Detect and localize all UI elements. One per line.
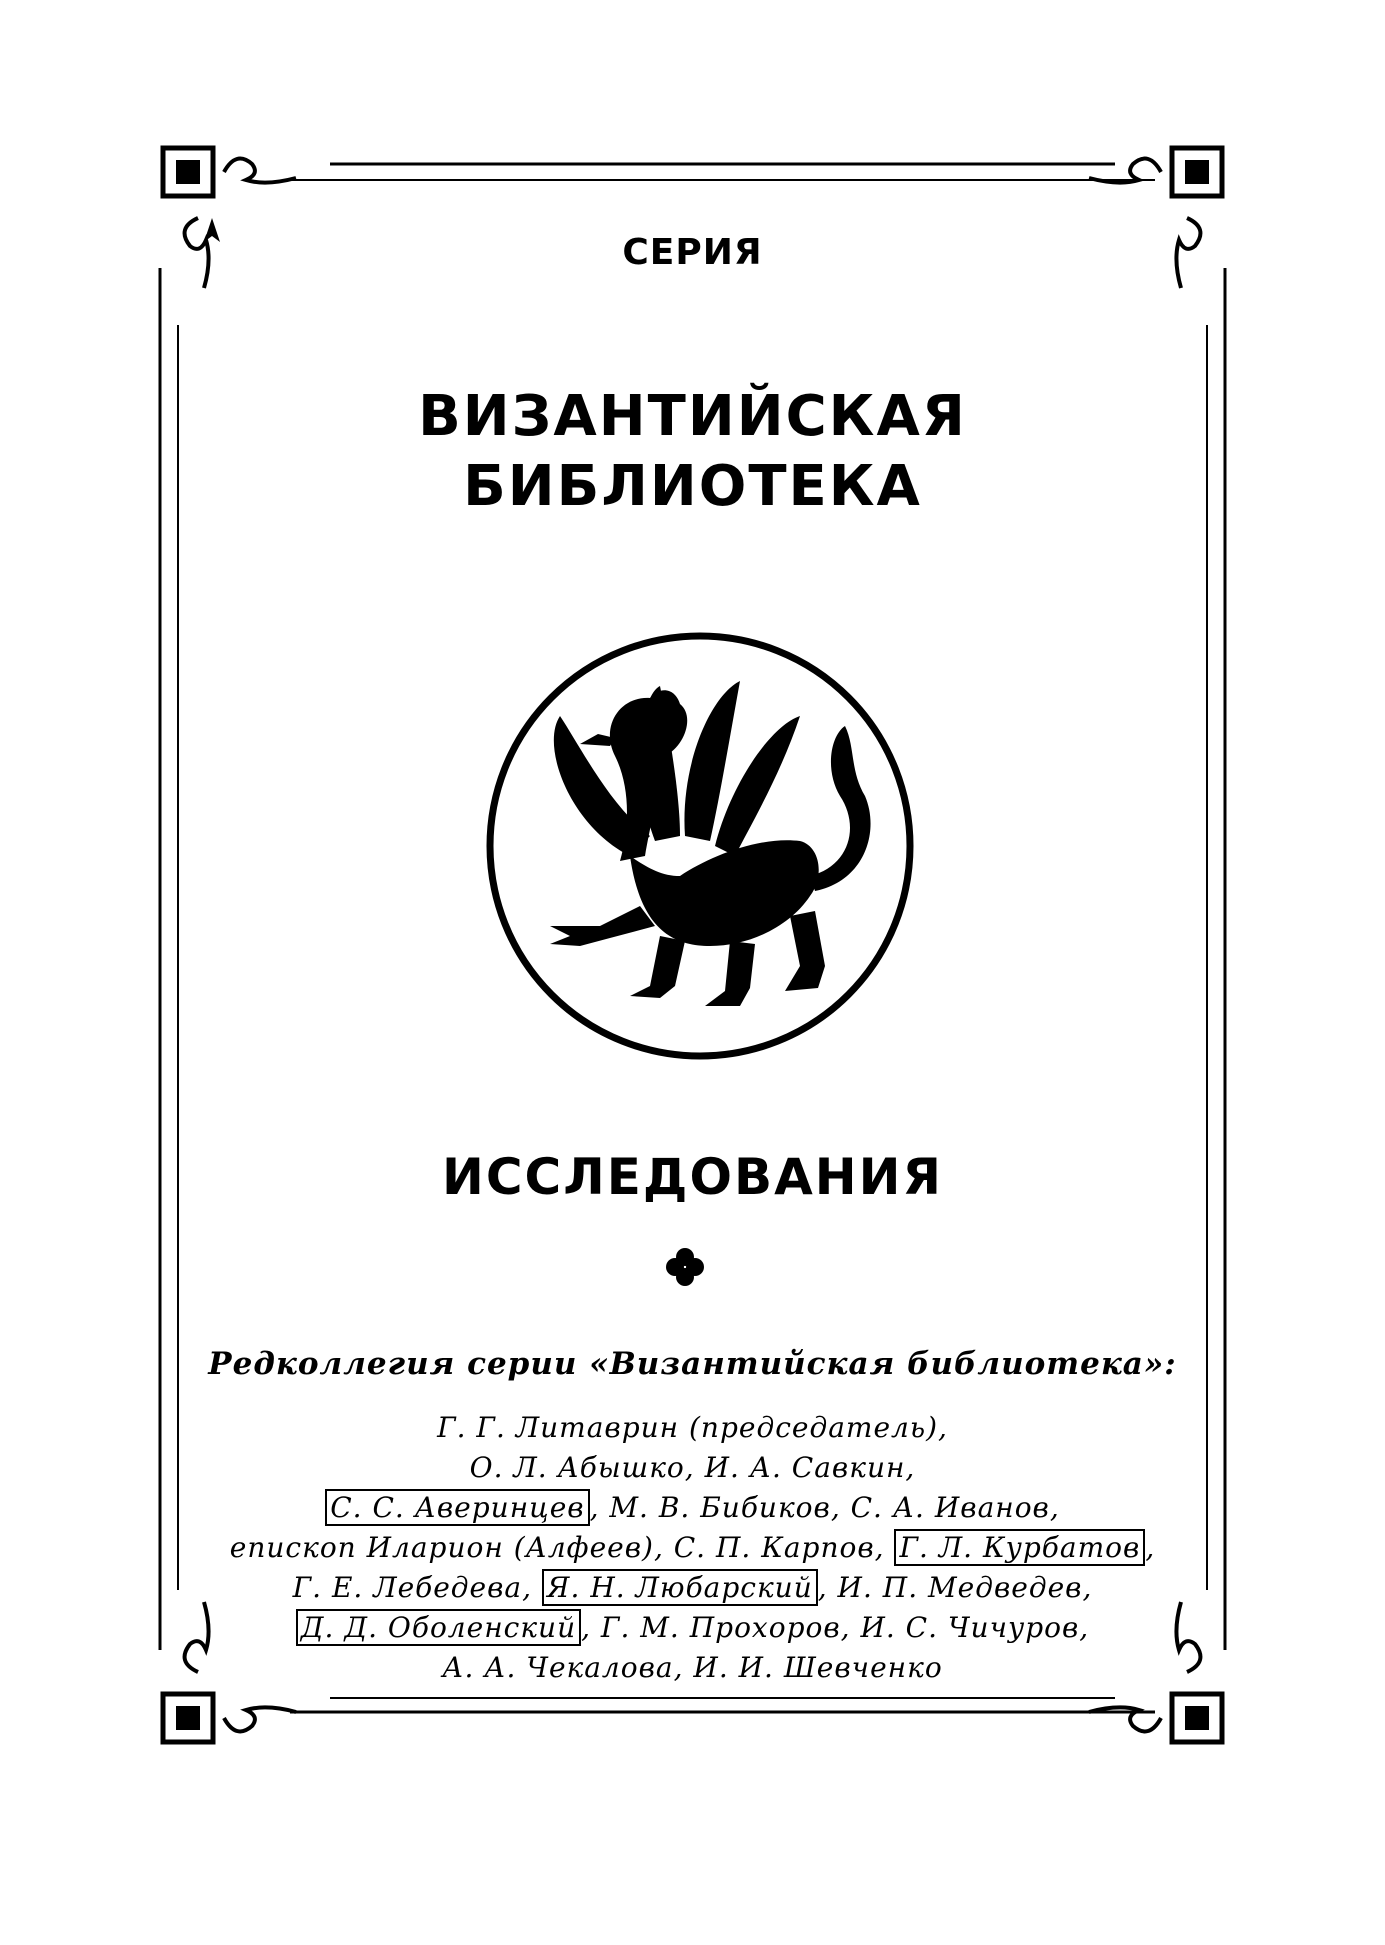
- editorial-line-7: [0, 1648, 1385, 1688]
- quatrefoil-ornament-icon: [665, 1247, 705, 1287]
- editorial-text: ,: [1145, 1531, 1156, 1564]
- deceased-member-name: Я. Н. Любарский: [542, 1569, 818, 1606]
- editorial-line-6: [0, 1608, 1385, 1648]
- editorial-line-5: [0, 1568, 1385, 1608]
- editorial-text: епископ Иларион (Алфеев), С. П. Карпов,: [229, 1531, 895, 1564]
- series-label: СЕРИЯ: [622, 232, 763, 273]
- editorial-text: Г. Е. Лебедева,: [292, 1571, 542, 1604]
- subtitle: ИССЛЕДОВАНИЯ: [442, 1148, 943, 1206]
- editorial-line-2: [0, 1448, 1385, 1488]
- editorial-line-3: [0, 1488, 1385, 1528]
- editorial-line-4: [0, 1528, 1385, 1568]
- editorial-line-1: [0, 1408, 1385, 1448]
- title-line-2: БИБЛИОТЕКА: [463, 454, 922, 519]
- griffin-emblem-icon: [480, 626, 920, 1066]
- editorial-text: А. А. Чекалова, И. И. Шевченко: [442, 1651, 943, 1684]
- editorial-text: , Г. М. Прохоров, И. С. Чичуров,: [581, 1611, 1090, 1644]
- deceased-member-name: С. С. Аверинцев: [325, 1489, 589, 1526]
- editorial-text: , И. П. Медведев,: [817, 1571, 1093, 1604]
- editorial-board-heading: Редколлегия серии «Византийская библиотека»:: [208, 1346, 1177, 1382]
- title-line-1: ВИЗАНТИЙСКАЯ: [418, 384, 967, 449]
- editorial-text: , М. В. Бибиков, С. А. Иванов,: [589, 1491, 1060, 1524]
- editorial-text: Г. Г. Литаврин (председатель),: [437, 1411, 948, 1444]
- deceased-member-name: Д. Д. Оболенский: [296, 1609, 581, 1646]
- deceased-member-name: Г. Л. Курбатов: [894, 1529, 1145, 1566]
- editorial-text: О. Л. Абышко, И. А. Савкин,: [469, 1451, 916, 1484]
